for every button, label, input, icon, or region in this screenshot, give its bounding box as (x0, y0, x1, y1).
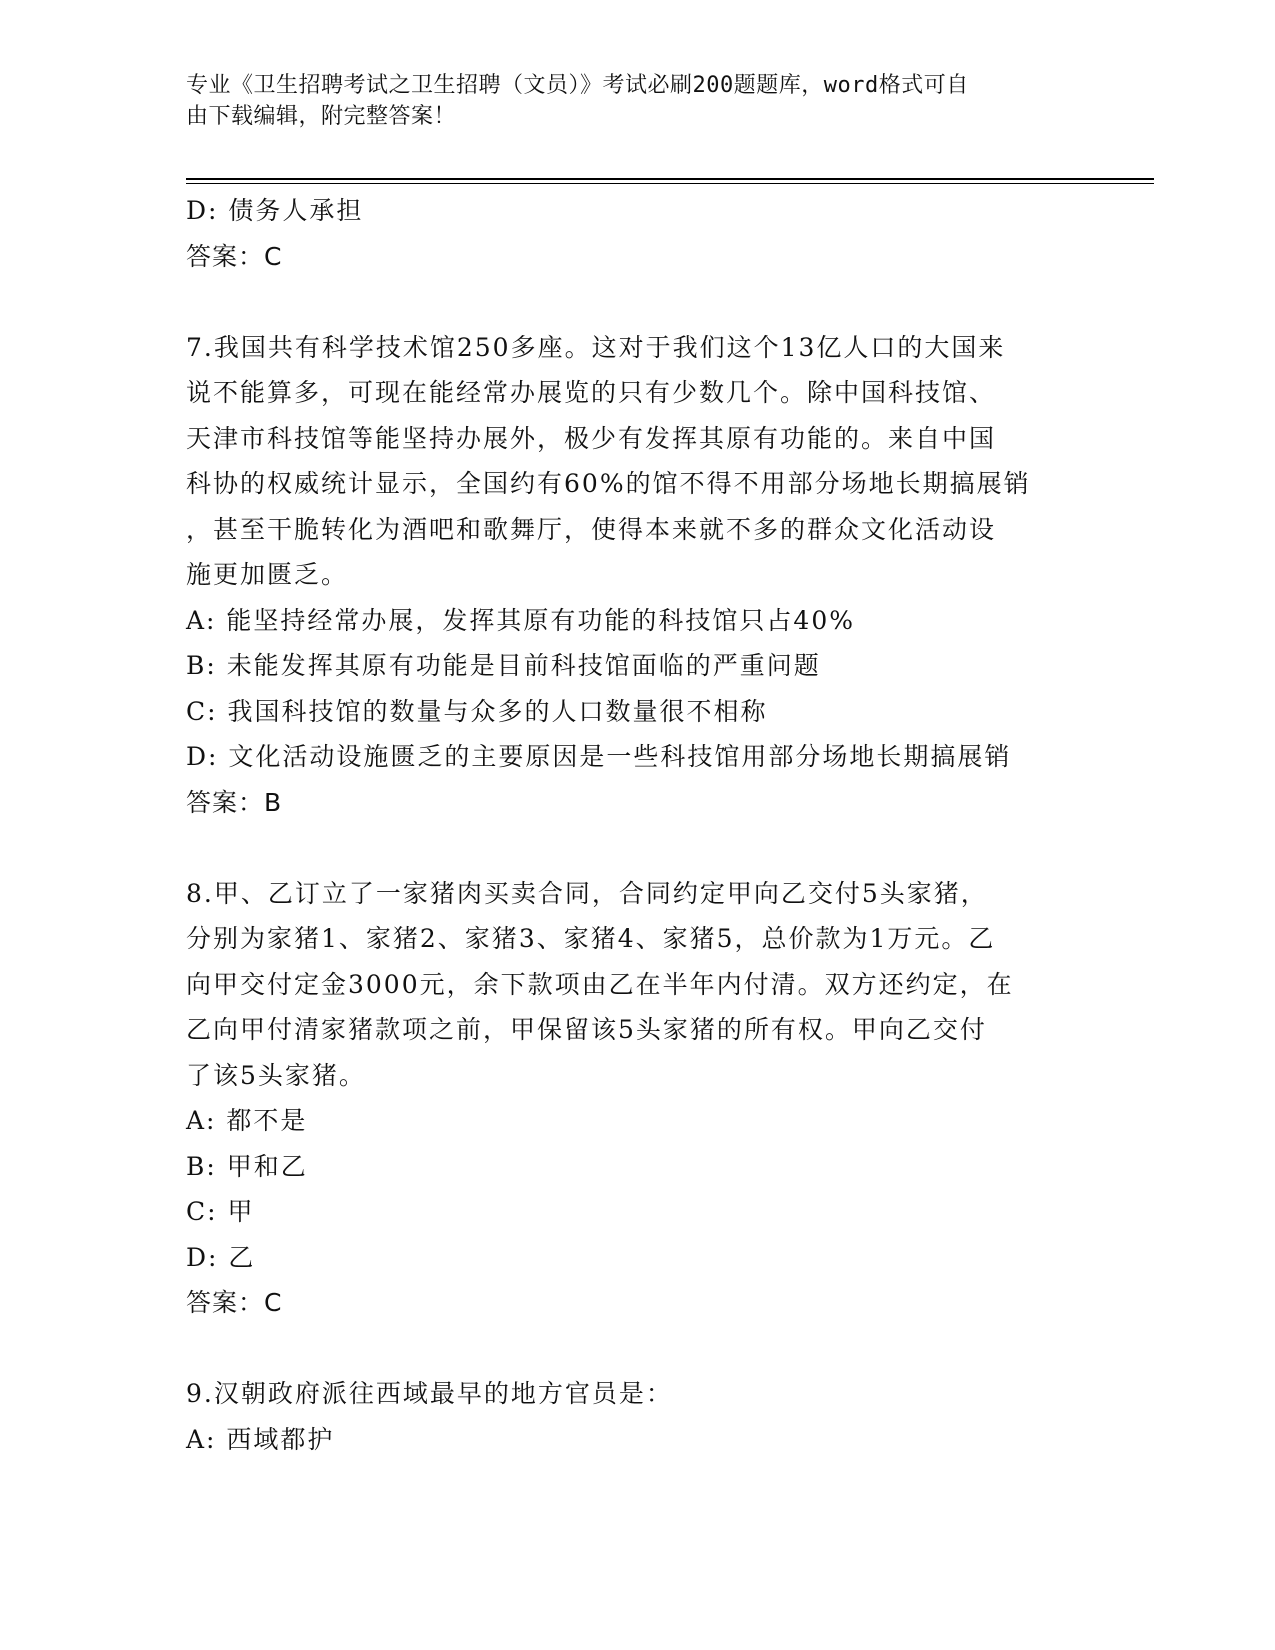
option-c: C: 甲 (186, 1197, 255, 1226)
header-line-1: 专业《卫生招聘考试之卫生招聘（文员）》考试必刷200题题库，word格式可自 (186, 73, 969, 98)
question-stem-line: 施更加匮乏。 (186, 560, 349, 589)
document-body (186, 188, 1086, 1462)
question-8 (186, 871, 1086, 1326)
option-a: A: 西域都护 (186, 1424, 335, 1454)
answer-line: 答案：B (186, 787, 283, 817)
header-rule-thin (186, 183, 1154, 184)
question-stem-line: 9.汉朝政府派往西域最早的地方官员是： (186, 1379, 673, 1408)
document-header (186, 70, 1066, 132)
option-d: D: 文化活动设施匮乏的主要原因是一些科技馆用部分场地长期搞展销 (186, 742, 1012, 771)
option-d: D: 乙 (186, 1242, 256, 1272)
question-stem-line: 科协的权威统计显示，全国约有60%的馆不得不用部分场地长期搞展销 (186, 469, 1031, 498)
answer-line: 答案：C (186, 241, 283, 271)
option-d: D: 债务人承担 (186, 196, 364, 225)
question-stem-line: 向甲交付定金3000元，余下款项由乙在半年内付清。双方还约定，在 (186, 969, 1014, 999)
question-stem-line: 说不能算多，可现在能经常办展览的只有少数几个。除中国科技馆、 (186, 378, 997, 407)
question-stem-line: 乙向甲付清家猪款项之前，甲保留该5头家猪的所有权。甲向乙交付 (186, 1015, 987, 1044)
question-stem-line: ，甚至干脆转化为酒吧和歌舞厅，使得本来就不多的群众文化活动设 (186, 514, 997, 544)
question-stem-line: 了该5头家猪。 (186, 1060, 366, 1090)
answer-line: 答案：C (186, 1288, 283, 1317)
question-stem-line: 天津市科技馆等能坚持办展外，极少有发挥其原有功能的。来自中国 (186, 423, 997, 453)
option-b: B: 未能发挥其原有功能是目前科技馆面临的严重问题 (186, 651, 821, 680)
question-9 (186, 1371, 1086, 1462)
question-stem-line: 7.我国共有科学技术馆250多座。这对于我们这个13亿人口的大国来 (186, 332, 1006, 362)
question-stem-line: 8.甲、乙订立了一家猪肉买卖合同，合同约定甲向乙交付5头家猪， (186, 878, 988, 908)
header-line-2: 由下载编辑，附完整答案！ (186, 104, 457, 129)
question-7 (186, 325, 1086, 826)
option-a: A: 都不是 (186, 1106, 308, 1135)
option-a: A: 能坚持经常办展，发挥其原有功能的科技馆只占40% (186, 605, 855, 635)
option-b: B: 甲和乙 (186, 1151, 308, 1181)
spacer (186, 825, 1086, 871)
spacer (186, 1326, 1086, 1372)
header-rule-thick (186, 178, 1154, 180)
question-stem-line: 分别为家猪1、家猪2、家猪3、家猪4、家猪5，总价款为1万元。乙 (186, 924, 996, 953)
option-c: C: 我国科技馆的数量与众多的人口数量很不相称 (186, 696, 768, 726)
spacer (186, 279, 1086, 325)
